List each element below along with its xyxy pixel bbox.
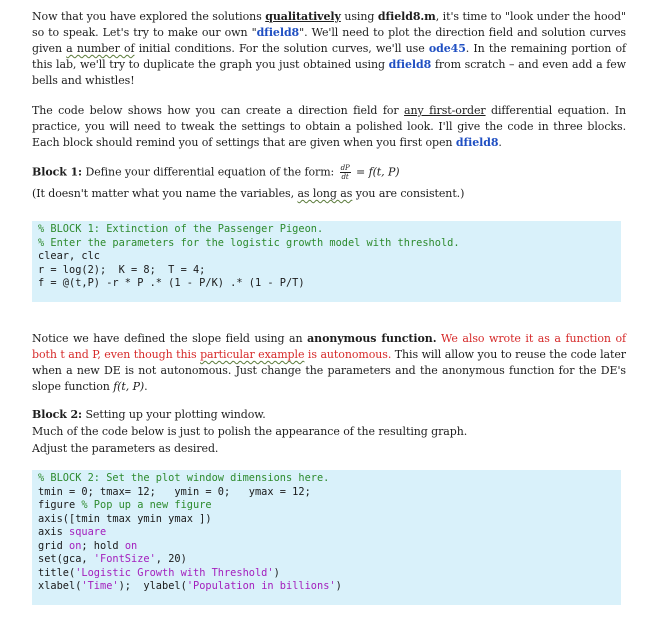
anonymous-function-paragraph: Notice we have defined the slope field using an anonymous function. We also wrote it as a function of both t and P, even though this particular example is autonomous. This will allow you to reuse the code later when a new DE is not autonomous. Just change the parameters and the anonymous function for the DE's slope function f(t, P). [32, 332, 626, 393]
block1-description: Block 1: Define your differential equation of the form: $\frac{dP}{dt}$ = f(t, P) [32, 164, 400, 181]
direction-field-paragraph: The code below shows how you can create a direction field for any first-order differential equation. In practice, you will need to tweak the settings to obtain a polished look. I'll give the code in three blocks. Each block should remind you of settings that are given when you first open dfield8. [32, 104, 626, 149]
code-block-1: % BLOCK 1: Extinction of the Passenger Pigeon. % Enter the parameters for the logistic growth model with threshold. clear, clc r = log(2); K = 8; T = 4; f = @(t,P) -r * P .* (1 - P/K) .* (1 - P/T) [32, 221, 621, 302]
block1-note: (It doesn't matter what you name the variables, as long as you are consistent.) [32, 187, 465, 200]
block2-line2: Much of the code below is just to polish the appearance of the resulting graph. [32, 425, 468, 438]
intro-paragraph: Now that you have explored the solutions qualitatively using dfield8.m, it's time to "look under the hood" so to speak. Let's try to make our own "dfield8". We'll need to plot the direction field and solution curves given a number of initial conditions. For the solution curves, we'll use ode45. In the remaining portion of this lab, we'll try to duplicate the graph you just obtained using dfield8 from scratch – and even add a few bells and whistles! [32, 10, 627, 87]
block2-line3: Adjust the parameters as desired. [32, 442, 219, 455]
qualitatively-emphasis: qualitatively [265, 10, 341, 23]
block2-description: Block 2: Setting up your plotting window. [32, 408, 266, 421]
code-block-2: % BLOCK 2: Set the plot window dimensions here. tmin = 0; tmax= 12; ymin = 0; ymax = 12; figure % Pop up a new figure axis([tmin tmax ymin ymax ]) axis square grid on; hold on set(gca, 'FontSize', 20) title('Logistic Growth with Threshold') xlabel('Time'); ylabel('Population in billions') [32, 470, 621, 605]
dp-dt-fraction: $\frac{dP}{dt}$ [340, 164, 350, 181]
